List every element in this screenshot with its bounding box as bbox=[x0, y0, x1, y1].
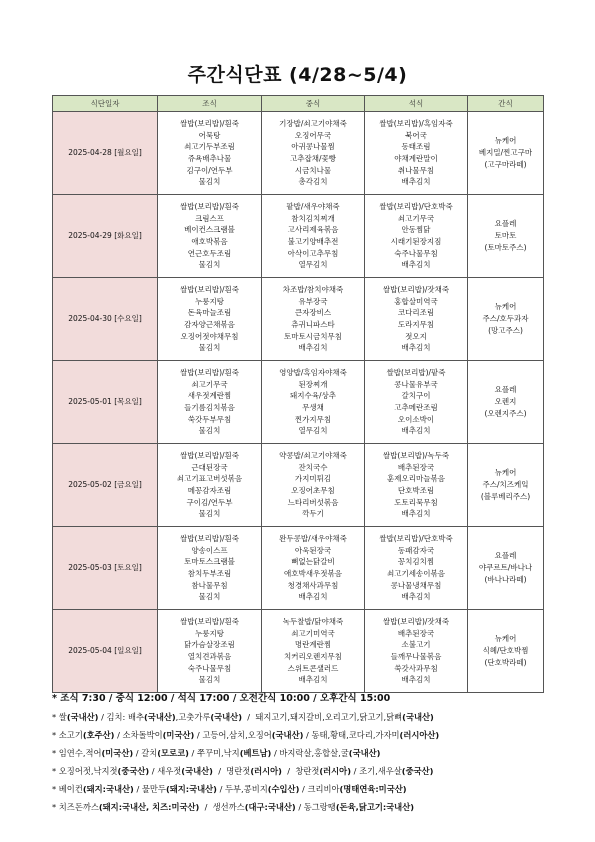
breakfast-item: 김구이/연두부 bbox=[186, 165, 233, 175]
snack-item: (단호박라떼) bbox=[484, 657, 527, 667]
breakfast-item: 물김치 bbox=[198, 675, 221, 685]
lunch-item: 가지미튀김 bbox=[294, 474, 332, 484]
snack-item: 토마토 bbox=[494, 231, 517, 241]
origin-item: / 물만두 bbox=[133, 784, 166, 794]
origin-item: / 갈치 bbox=[133, 748, 158, 758]
snack-item: (바나나라떼) bbox=[484, 574, 527, 584]
snack-item: 베지밀/찐고구마 bbox=[478, 148, 533, 158]
breakfast-item: 물김치 bbox=[198, 260, 221, 270]
dinner-item: 쌀밥(보리밥)/단호박죽 bbox=[379, 201, 453, 211]
breakfast-item: 물김치 bbox=[198, 343, 221, 353]
header-breakfast: 조식 bbox=[158, 96, 262, 112]
date-cell: 2025-05-03 [토요일] bbox=[53, 527, 158, 610]
origin-line bbox=[52, 798, 552, 816]
breakfast-item: 누룽지탕 bbox=[195, 296, 224, 306]
lunch-item: 팥밥/새우야채죽 bbox=[286, 201, 340, 211]
origin-item: / 동그랑땡 bbox=[295, 802, 336, 812]
origin-country: (돼지:국내산, 치즈:미국산) bbox=[98, 802, 200, 812]
dinner-item: 배추된장국 bbox=[397, 628, 435, 638]
origin-item: * 소고기 bbox=[52, 730, 83, 740]
table-row bbox=[53, 278, 544, 361]
date-cell: 2025-04-29 [화요일] bbox=[53, 195, 158, 278]
date-cell: 2025-04-30 [수요일] bbox=[53, 278, 158, 361]
breakfast-item: 쌀밥(보리밥)/흰죽 bbox=[179, 201, 240, 211]
origin-country: (명태연육:미국산) bbox=[339, 784, 407, 794]
breakfast-item: 쌀밥(보리밥)/흰죽 bbox=[179, 367, 240, 377]
date-cell: 2025-05-01 [목요일] bbox=[53, 361, 158, 444]
dinner-item: 숙주나물무침 bbox=[394, 248, 438, 258]
date-cell: 2025-04-28 [월요일] bbox=[53, 112, 158, 195]
snack-cell bbox=[468, 444, 544, 527]
origin-country: (베트남) bbox=[239, 748, 272, 758]
lunch-item: 아귀콩나물찜 bbox=[291, 142, 335, 152]
snack-item: (망고주스) bbox=[488, 325, 523, 335]
lunch-item: 명란계란찜 bbox=[294, 640, 332, 650]
dinner-item: 쌀밥(보리밥)/잣채죽 bbox=[382, 284, 450, 294]
snack-cell bbox=[468, 278, 544, 361]
lunch-item: 애호박새우젓볶음 bbox=[284, 569, 342, 578]
lunch-item: 차조밥/참치야채죽 bbox=[282, 284, 344, 294]
origin-country: (돈육,닭고기:국내산) bbox=[335, 802, 415, 812]
origin-item: / 조기,새우살 bbox=[351, 766, 402, 776]
origin-item: / 크리비아 bbox=[299, 784, 340, 794]
breakfast-item: 베이컨스크램블 bbox=[184, 225, 235, 235]
lunch-item: 기장밥/쇠고기야채죽 bbox=[279, 118, 347, 128]
breakfast-cell bbox=[158, 278, 262, 361]
dinner-item: 배추김치 bbox=[401, 177, 431, 187]
dinner-item: 취나물무침 bbox=[397, 165, 435, 175]
origin-line bbox=[52, 762, 552, 780]
snack-item: (토마토주스) bbox=[484, 242, 527, 252]
origin-item: / 소차돌박이 bbox=[114, 730, 163, 740]
dinner-item: 오이소박이 bbox=[397, 414, 435, 424]
snack-cell bbox=[468, 112, 544, 195]
snack-item: (블루베리주스) bbox=[480, 491, 531, 501]
dinner-item: 쌀밥(보리밥)/흑임자죽 bbox=[379, 118, 453, 128]
breakfast-item: 쌀밥(보리밥)/흰죽 bbox=[179, 616, 240, 626]
breakfast-item: 닭가슴살장조림 bbox=[184, 640, 235, 650]
lunch-item: 뼈없는닭갈비 bbox=[291, 557, 335, 567]
lunch-item: 총각김치 bbox=[298, 177, 328, 187]
lunch-item: 무생채 bbox=[302, 403, 324, 412]
origin-item: / 새우젓 bbox=[149, 766, 182, 776]
lunch-item: 배추김치 bbox=[298, 675, 328, 685]
snack-item: 식혜/단호박찜 bbox=[482, 646, 529, 656]
origin-item: / 쭈꾸미,낙지 bbox=[188, 748, 240, 758]
dinner-item: 콩나물냉채무침 bbox=[390, 580, 442, 590]
snack-item: (오렌지주스) bbox=[484, 408, 527, 418]
dinner-item: 고추메란조림 bbox=[394, 403, 438, 412]
origin-country: (돼지:국내산) bbox=[165, 784, 217, 794]
lunch-item: 스위트콘샐러드 bbox=[287, 663, 339, 673]
lunch-item: 영양밥/흑임자야채죽 bbox=[279, 367, 347, 377]
dinner-item: 콩나물유부국 bbox=[394, 379, 438, 389]
table-row bbox=[53, 610, 544, 693]
notes-section bbox=[52, 690, 552, 816]
dinner-item: 쌀밥(보리밥)/단호박죽 bbox=[379, 533, 453, 543]
lunch-item: 된장찌개 bbox=[298, 379, 328, 389]
dinner-item: 동태조림 bbox=[401, 142, 431, 152]
origin-country: (중국산) bbox=[117, 766, 150, 776]
snack-item: 주스/호두과자 bbox=[482, 314, 529, 324]
breakfast-item: 돈육마늘조림 bbox=[187, 308, 232, 318]
snack-cell bbox=[468, 527, 544, 610]
dinner-item: 소불고기 bbox=[401, 640, 431, 650]
origin-item: / 바지락살,홍합살,굴 bbox=[271, 748, 349, 758]
breakfast-item: 쌀밥(보리밥)/흰죽 bbox=[179, 450, 240, 460]
breakfast-item: 쇠고기무국 bbox=[191, 379, 228, 389]
breakfast-cell bbox=[158, 361, 262, 444]
lunch-item: 츄귀니파스타 bbox=[291, 320, 335, 329]
table-row bbox=[53, 112, 544, 195]
breakfast-item: 구이김/연두부 bbox=[186, 497, 233, 507]
dinner-item: 쇠고기무국 bbox=[397, 213, 435, 223]
snack-item: 뉴케어 bbox=[494, 468, 517, 478]
lunch-cell bbox=[262, 278, 365, 361]
lunch-item: 불고기양배추전 bbox=[287, 237, 339, 246]
origin-item: / 두부,콩비지 bbox=[216, 784, 268, 794]
origin-country: (중국산) bbox=[401, 766, 434, 776]
origin-country: (국내산) bbox=[144, 712, 176, 722]
date-cell: 2025-05-04 [일요일] bbox=[53, 610, 158, 693]
lunch-item: 완두콩밥/새우야채죽 bbox=[279, 533, 347, 543]
lunch-item: 찐가지무침 bbox=[294, 414, 332, 424]
origin-country: (러시아) bbox=[250, 766, 282, 776]
breakfast-item: 쑥갓두부무침 bbox=[187, 414, 232, 424]
header-lunch: 중식 bbox=[262, 96, 365, 112]
dinner-item: 동패감자국 bbox=[397, 545, 435, 555]
lunch-cell bbox=[262, 112, 365, 195]
dinner-item: 코다리조림 bbox=[397, 308, 435, 318]
lunch-item: 참치김치찌개 bbox=[291, 213, 335, 223]
origin-country: (모로코) bbox=[157, 748, 189, 758]
origin-item: / 김치: 배추 bbox=[98, 712, 145, 722]
snack-cell bbox=[468, 610, 544, 693]
breakfast-item: 연근호두조림 bbox=[187, 248, 232, 258]
dinner-item: 시래기된장지짐 bbox=[390, 237, 442, 246]
dinner-item: 배추김치 bbox=[401, 592, 431, 602]
lunch-item: 깍두기 bbox=[302, 509, 324, 519]
breakfast-item: 쇠고기표고버섯볶음 bbox=[176, 474, 243, 484]
dinner-cell bbox=[365, 527, 468, 610]
table-row bbox=[53, 527, 544, 610]
table-row bbox=[53, 444, 544, 527]
breakfast-item: 오징어젓야채무침 bbox=[180, 331, 239, 341]
dinner-item: 갈치구이 bbox=[401, 391, 431, 401]
snack-item: 주스/치즈케잌 bbox=[482, 480, 529, 490]
lunch-item: 돼지수육/상추 bbox=[290, 391, 336, 401]
snack-cell bbox=[468, 361, 544, 444]
breakfast-item: 물김치 bbox=[198, 592, 221, 602]
breakfast-cell bbox=[158, 112, 262, 195]
breakfast-cell bbox=[158, 444, 262, 527]
page-title: 주간식단표 (4/28~5/4) bbox=[187, 64, 408, 86]
breakfast-cell bbox=[158, 195, 262, 278]
dinner-cell bbox=[365, 361, 468, 444]
dinner-cell bbox=[365, 444, 468, 527]
origin-item: / 돼지고기,돼지갈비,오리고기,닭고기,닭뼈 bbox=[242, 712, 403, 722]
lunch-item: 고사리제육볶음 bbox=[287, 225, 339, 235]
origin-item: * 베이컨 bbox=[52, 784, 83, 794]
dinner-item: 야채계란말이 bbox=[394, 154, 438, 163]
breakfast-item: 들기름김치볶음 bbox=[184, 403, 235, 412]
origin-country: (호주산) bbox=[82, 730, 115, 740]
header-snack: 간식 bbox=[468, 96, 544, 112]
dinner-item: 쑥갓사과무침 bbox=[394, 663, 438, 673]
lunch-item: 오징어무국 bbox=[294, 130, 332, 140]
dinner-item: 쇠고기세송이볶음 bbox=[387, 569, 445, 578]
breakfast-item: 물김치 bbox=[198, 426, 221, 436]
lunch-item: 쇠고기미역국 bbox=[291, 628, 335, 638]
dinner-cell bbox=[365, 610, 468, 693]
origin-country: (국내산) bbox=[348, 748, 381, 758]
breakfast-cell bbox=[158, 527, 262, 610]
dinner-item: 홍합살미역국 bbox=[394, 296, 438, 306]
dinner-item: 배추된장국 bbox=[397, 462, 435, 472]
lunch-item: 녹두찰밥/닭야채죽 bbox=[282, 616, 344, 626]
origin-item: * 치즈돈까스 bbox=[52, 802, 99, 812]
origin-item: / 명란젓 bbox=[212, 766, 251, 776]
breakfast-item: 양송이스프 bbox=[191, 545, 228, 555]
lunch-item: 느타리버섯볶음 bbox=[287, 497, 339, 507]
origin-item: / 창란젓 bbox=[281, 766, 320, 776]
breakfast-item: 쌀밥(보리밥)/흰죽 bbox=[179, 533, 240, 543]
breakfast-item: 쌀밥(보리밥)/흰죽 bbox=[179, 118, 240, 128]
origin-line bbox=[52, 708, 552, 726]
dinner-item: 쌀밥(보리밥)/녹두죽 bbox=[382, 450, 450, 460]
breakfast-item: 토마토스크램블 bbox=[184, 557, 235, 567]
breakfast-item: 새우젓계란찜 bbox=[187, 391, 232, 401]
origin-list bbox=[52, 708, 552, 816]
menu-body bbox=[53, 112, 544, 693]
lunch-item: 열무김치 bbox=[298, 426, 328, 436]
breakfast-item: 감자양근채볶음 bbox=[184, 320, 235, 329]
table-row bbox=[53, 361, 544, 444]
breakfast-item: 근대된장국 bbox=[191, 462, 228, 472]
lunch-cell bbox=[262, 444, 365, 527]
lunch-item: 아욱된장국 bbox=[294, 545, 332, 555]
dinner-cell bbox=[365, 195, 468, 278]
origin-item: * 오징어젓,낙지젓 bbox=[52, 766, 118, 776]
origin-country: (국내산) bbox=[66, 712, 99, 722]
origin-country: (수입산) bbox=[267, 784, 300, 794]
lunch-item: 토마토시금치무침 bbox=[284, 331, 342, 341]
lunch-item: 열무김치 bbox=[298, 260, 328, 270]
origin-item: / 생선까스 bbox=[199, 802, 245, 812]
meal-times: * 조식 7:30 / 중식 12:00 / 석식 17:00 / 오전간식 10:00 / 오후간식 15:00 bbox=[52, 693, 391, 704]
lunch-item: 치커리오렌지무침 bbox=[284, 652, 342, 661]
breakfast-item: 메꽁감자조림 bbox=[187, 486, 232, 495]
header-row bbox=[53, 96, 544, 112]
origin-item: * 임연수,적어 bbox=[52, 748, 102, 758]
breakfast-item: 크림스프 bbox=[195, 213, 224, 223]
dinner-item: 배추김치 bbox=[401, 343, 431, 353]
lunch-item: 잔치국수 bbox=[298, 462, 328, 472]
breakfast-item: 열치견과볶음 bbox=[187, 652, 232, 661]
lunch-item: 시금치나물 bbox=[294, 165, 332, 175]
dinner-item: 단호박조림 bbox=[397, 486, 435, 495]
dinner-item: 도토리묵무침 bbox=[394, 497, 438, 507]
origin-item: / 동태,황태,코다리,가자미 bbox=[303, 730, 400, 740]
origin-country: (국내산) bbox=[210, 712, 242, 722]
breakfast-item: 어묵탕 bbox=[198, 130, 221, 140]
lunch-cell bbox=[262, 610, 365, 693]
dinner-item: 북어국 bbox=[405, 130, 427, 140]
dinner-cell bbox=[365, 112, 468, 195]
breakfast-item: 물김치 bbox=[198, 177, 221, 187]
dinner-item: 안동찜닭 bbox=[401, 225, 431, 235]
origin-country: (러시아) bbox=[319, 766, 351, 776]
dinner-item: 쌀밥(보리밥)/잣채죽 bbox=[382, 616, 450, 626]
dinner-item: 도라지무침 bbox=[397, 320, 435, 329]
menu-table bbox=[52, 95, 544, 693]
origin-line bbox=[52, 744, 552, 762]
lunch-item: 배추김치 bbox=[298, 343, 328, 353]
breakfast-item: 물김치 bbox=[198, 509, 221, 519]
origin-line bbox=[52, 726, 552, 744]
origin-country: (국내산) bbox=[181, 766, 213, 776]
table-row bbox=[53, 195, 544, 278]
origin-country: (국내산) bbox=[271, 730, 304, 740]
dinner-item: 훈제오리마늘볶음 bbox=[387, 474, 445, 484]
header-date: 식단일자 bbox=[53, 96, 158, 112]
snack-cell bbox=[468, 195, 544, 278]
breakfast-item: 참나물무침 bbox=[191, 580, 228, 590]
breakfast-item: 쇠고기두부조림 bbox=[184, 142, 235, 152]
origin-country: (돼지:국내산) bbox=[82, 784, 134, 794]
breakfast-cell bbox=[158, 610, 262, 693]
origin-item: / 고등어,삼치,오징어 bbox=[194, 730, 272, 740]
snack-item: 요플레 bbox=[494, 219, 517, 229]
lunch-item: 고추잡채/꽃빵 bbox=[290, 154, 336, 163]
lunch-item: 오징어초무침 bbox=[291, 486, 335, 495]
snack-item: 요플레 bbox=[494, 551, 517, 561]
origin-line bbox=[52, 780, 552, 798]
snack-item: (고구마라떼) bbox=[484, 159, 527, 169]
lunch-cell bbox=[262, 361, 365, 444]
lunch-cell bbox=[262, 195, 365, 278]
breakfast-item: 참치두부조림 bbox=[187, 569, 232, 578]
dinner-item: 젓오지 bbox=[405, 331, 427, 341]
lunch-item: 청경채사과무침 bbox=[287, 580, 339, 590]
lunch-item: 유부장국 bbox=[298, 296, 328, 306]
lunch-item: 배추김치 bbox=[298, 592, 328, 602]
origin-item: * 쌀 bbox=[52, 712, 67, 722]
header-dinner: 석식 bbox=[365, 96, 468, 112]
snack-item: 요플레 bbox=[494, 385, 517, 395]
breakfast-item: 애호박볶음 bbox=[191, 237, 228, 246]
origin-country: (미국산) bbox=[101, 748, 134, 758]
snack-item: 뉴케어 bbox=[494, 302, 517, 312]
dinner-item: 배추김치 bbox=[401, 426, 431, 436]
dinner-item: 들깨무나물볶음 bbox=[390, 652, 442, 661]
snack-item: 뉴케어 bbox=[494, 136, 517, 146]
dinner-item: 배추김치 bbox=[401, 675, 431, 685]
origin-country: (러시아산) bbox=[399, 730, 440, 740]
dinner-cell bbox=[365, 278, 468, 361]
snack-item: 뉴케어 bbox=[494, 634, 517, 644]
breakfast-item: 쥬욕배추나물 bbox=[187, 154, 232, 163]
dinner-item: 배추김치 bbox=[401, 509, 431, 519]
snack-item: 야쿠르트/바나나 bbox=[478, 563, 533, 573]
breakfast-item: 쌀밥(보리밥)/흰죽 bbox=[179, 284, 240, 294]
origin-country: (국내산) bbox=[402, 712, 434, 722]
origin-country: (미국산) bbox=[162, 730, 195, 740]
origin-country: (대구:국내산) bbox=[244, 802, 296, 812]
dinner-item: 쌀밥(보리밥)/팥죽 bbox=[386, 367, 446, 377]
lunch-item: 아삭이고추무침 bbox=[287, 248, 339, 258]
dinner-item: 배추김치 bbox=[401, 260, 431, 270]
date-cell: 2025-05-02 [금요일] bbox=[53, 444, 158, 527]
lunch-item: 큰자장비스 bbox=[294, 308, 332, 318]
dinner-item: 꽁치김치찜 bbox=[397, 557, 435, 567]
lunch-cell bbox=[262, 527, 365, 610]
breakfast-item: 누룽지탕 bbox=[195, 628, 224, 638]
origin-item: ,고춧가루 bbox=[175, 712, 211, 722]
breakfast-item: 숙주나물무침 bbox=[187, 663, 232, 673]
snack-item: 오렌지 bbox=[494, 397, 517, 407]
lunch-item: 약콩밥/쇠고기야채죽 bbox=[279, 450, 347, 460]
